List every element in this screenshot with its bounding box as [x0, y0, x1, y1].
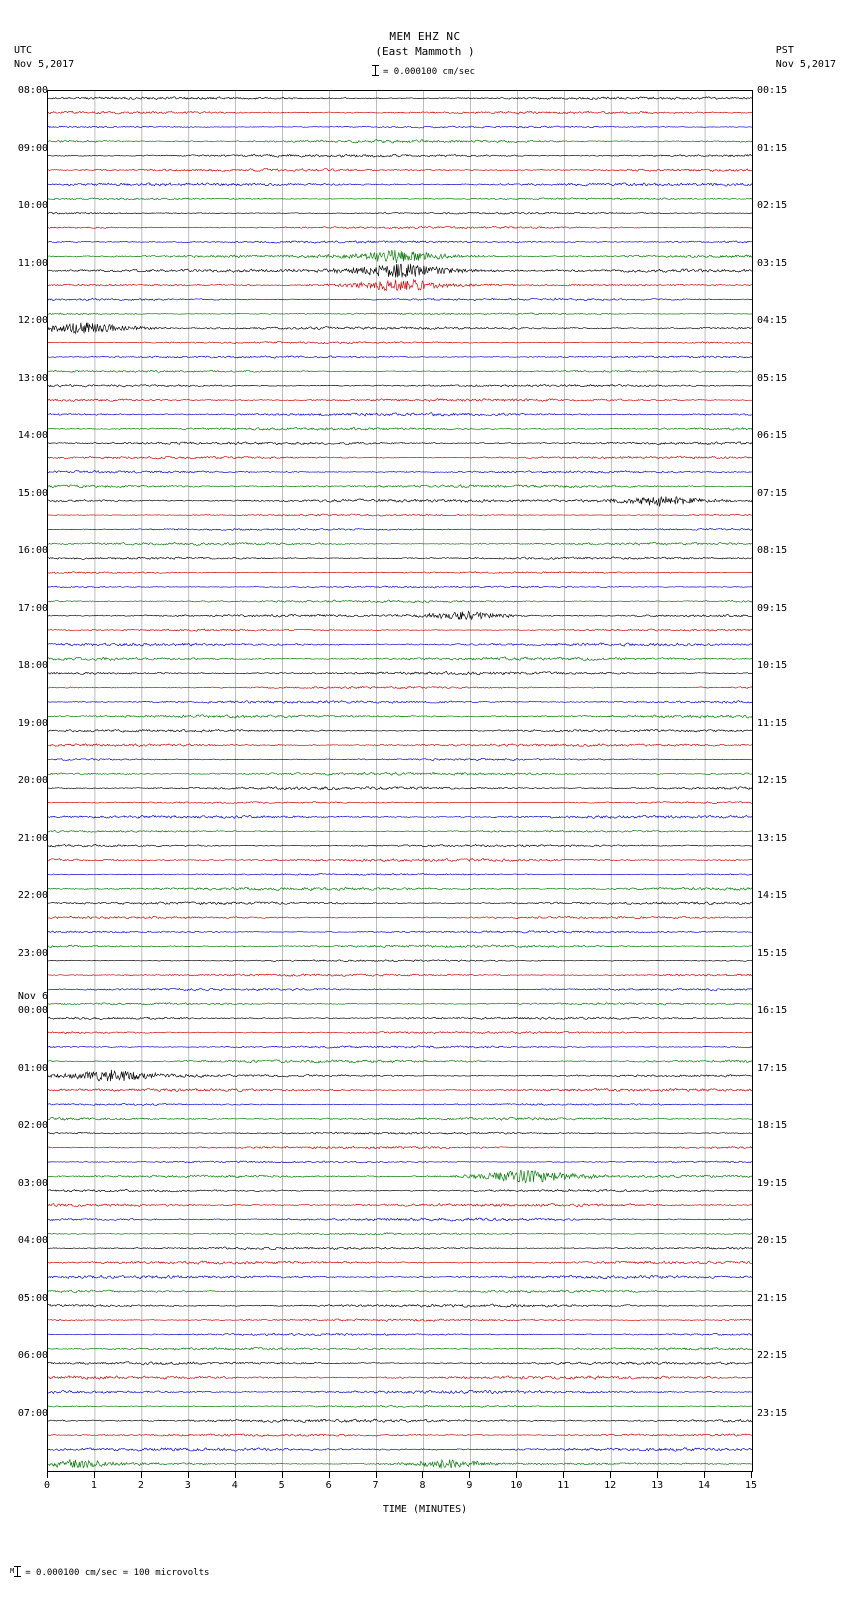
x-axis-tick-label: 6: [325, 1480, 332, 1491]
x-axis-tick: [657, 1472, 658, 1478]
x-axis-tick-label: 2: [137, 1480, 144, 1491]
seismic-trace: [48, 111, 752, 114]
seismic-trace: [48, 313, 752, 315]
footer-scale-prefix: M: [10, 1567, 15, 1575]
station-name: (East Mammoth ): [375, 45, 475, 58]
hour-label-pst: 04:15: [757, 315, 788, 326]
seismic-trace: [48, 1460, 752, 1469]
hour-label-pst: 06:15: [757, 430, 788, 441]
seismic-trace: [48, 1103, 752, 1105]
seismic-trace: [48, 629, 752, 631]
seismic-trace: [48, 1060, 752, 1063]
hour-label-pst: 15:15: [757, 947, 788, 959]
seismic-trace: [48, 1448, 752, 1452]
hour-label-utc: 04:00: [17, 1235, 48, 1246]
hour-label-utc: 20:00: [17, 775, 48, 786]
seismic-trace: [48, 844, 752, 847]
hour-label-pst: 22:15: [757, 1350, 788, 1361]
scale-annotation: [0, 65, 850, 77]
seismic-trace: [48, 988, 752, 991]
seismic-trace: [48, 902, 752, 905]
scale-bar-icon: [375, 65, 376, 76]
hour-label-utc: 22:00: [17, 890, 48, 901]
station-title: MEM EHZ NC: [389, 30, 461, 43]
seismic-trace: [48, 802, 752, 804]
seismic-trace: [48, 226, 752, 228]
hour-label-utc: 18:00: [17, 660, 48, 671]
x-axis-tick: [329, 1472, 330, 1478]
hour-label-pst: 03:15: [757, 257, 788, 269]
x-axis-tick: [422, 1472, 423, 1478]
seismic-trace: [48, 399, 752, 402]
footer-scale-bar-icon: [17, 1566, 18, 1577]
x-axis-tick-label: 7: [372, 1480, 379, 1491]
seismic-trace: [48, 497, 752, 507]
seismic-trace: [48, 787, 752, 790]
seismic-trace: [48, 1161, 752, 1163]
hour-label-pst: 21:15: [757, 1292, 788, 1304]
hour-label-pst: 13:15: [757, 832, 788, 844]
seismic-trace: [48, 758, 752, 760]
seismic-trace: [48, 514, 752, 516]
seismic-trace: [48, 859, 752, 862]
x-axis-tick-label: 12: [604, 1480, 617, 1491]
seismic-trace: [48, 385, 752, 388]
seismic-trace: [48, 370, 752, 372]
hour-label-pst: 23:15: [757, 1407, 788, 1419]
seismic-trace: [48, 264, 752, 278]
seismic-trace: [48, 97, 752, 100]
x-axis-tick-label: 0: [43, 1480, 51, 1491]
hour-label-pst: 11:15: [757, 717, 788, 729]
seismic-trace: [48, 1261, 752, 1264]
seismic-trace: [48, 1390, 752, 1394]
x-axis-tick-label: 9: [466, 1480, 473, 1491]
seismic-trace: [48, 341, 752, 343]
seismic-trace: [48, 744, 752, 747]
seismic-trace: [48, 830, 752, 832]
seismic-trace: [48, 974, 752, 977]
x-axis-tick-label: 3: [184, 1480, 191, 1491]
hour-label-pst: 08:15: [757, 545, 788, 556]
seismic-trace: [48, 887, 752, 891]
hour-label-pst: 10:15: [757, 660, 788, 671]
x-axis-tick-label: 13: [651, 1480, 664, 1491]
hour-label-utc: 01:00: [17, 1062, 48, 1074]
seismic-trace: [48, 323, 752, 334]
utc-corner: [14, 44, 74, 72]
x-axis-tick: [235, 1472, 236, 1478]
trace-canvas: [48, 91, 752, 1471]
utc-zone-label: UTC: [14, 45, 33, 56]
x-axis-tick: [469, 1472, 470, 1478]
seismic-trace: [48, 356, 752, 358]
seismic-trace: [48, 528, 752, 530]
seismic-trace: [48, 1233, 752, 1235]
seismic-trace: [48, 1405, 752, 1407]
seismic-trace: [48, 1170, 752, 1183]
seismic-trace: [48, 1003, 752, 1005]
seismic-trace: [48, 485, 752, 488]
x-axis: [43, 1472, 758, 1502]
seismic-trace: [48, 298, 752, 301]
x-axis-tick: [282, 1472, 283, 1478]
seismic-trace: [48, 1434, 752, 1437]
seismic-trace: [48, 169, 752, 172]
hour-label-utc: 10:00: [17, 200, 48, 211]
hour-label-utc: 08:00: [17, 85, 48, 96]
x-axis-tick: [563, 1472, 564, 1478]
seismic-trace: [48, 542, 752, 545]
x-axis-title: TIME (MINUTES): [382, 1504, 468, 1515]
seismic-trace: [48, 715, 752, 718]
x-axis-tick: [188, 1472, 189, 1478]
seismic-trace: [48, 154, 752, 157]
hour-label-pst: 17:15: [757, 1062, 788, 1074]
seismic-trace: [48, 687, 752, 689]
seismic-trace: [48, 183, 752, 186]
seismic-trace: [48, 1319, 752, 1322]
seismic-trace: [48, 1146, 752, 1149]
hour-label-pst: 00:15: [757, 85, 788, 96]
seismic-trace: [48, 126, 752, 128]
hour-label-utc: 13:00: [17, 372, 48, 384]
seismic-trace: [48, 1203, 752, 1207]
seismic-trace: [48, 471, 752, 474]
seismic-trace: [48, 1017, 752, 1020]
seismic-trace: [48, 643, 752, 646]
hour-label-utc: 00:00: [17, 1005, 48, 1016]
hour-label-pst: 01:15: [757, 142, 788, 154]
seismic-trace: [48, 586, 752, 588]
seismic-trace: [48, 672, 752, 675]
seismic-trace: [48, 1117, 752, 1120]
seismic-trace: [48, 1089, 752, 1092]
seismic-trace: [48, 1290, 752, 1293]
hour-label-utc: 16:00: [17, 545, 48, 556]
footer-scale: [10, 1566, 209, 1578]
x-axis-tick: [141, 1472, 142, 1478]
x-axis-tick: [610, 1472, 611, 1478]
hour-label-utc: 11:00: [17, 257, 48, 269]
hour-label-utc: 06:00: [17, 1350, 48, 1361]
pst-zone-label: PST: [775, 45, 794, 56]
hour-label-utc: 09:00: [17, 142, 48, 154]
seismic-trace: [48, 1247, 752, 1250]
seismic-trace: [48, 1032, 752, 1034]
hour-label-utc: 19:00: [17, 717, 48, 729]
x-axis-tick: [516, 1472, 517, 1478]
seismic-trace: [48, 945, 752, 948]
seismic-trace: [48, 1218, 752, 1221]
hour-label-utc: 21:00: [17, 832, 48, 844]
seismic-trace: [48, 1132, 752, 1134]
seismic-trace: [48, 557, 752, 560]
hour-label-pst: 12:15: [757, 775, 788, 786]
hour-label-utc: 05:00: [17, 1292, 48, 1304]
hour-label-pst: 07:15: [757, 487, 788, 499]
seismic-trace: [48, 1376, 752, 1380]
seismic-trace: [48, 1333, 752, 1335]
x-axis-tick-label: 1: [90, 1480, 97, 1491]
seismic-trace: [48, 427, 752, 430]
seismic-trace: [48, 456, 752, 459]
hour-label-pst: 09:15: [757, 602, 788, 614]
seismic-trace: [48, 280, 752, 291]
seismic-trace: [48, 931, 752, 933]
seismic-trace: [48, 1046, 752, 1049]
hour-label-utc: 03:00: [17, 1177, 48, 1189]
seismic-trace: [48, 1304, 752, 1307]
x-axis-tick: [751, 1472, 752, 1478]
seismic-trace: [48, 250, 752, 263]
hour-label-pst: 02:15: [757, 200, 788, 211]
hour-label-utc: 17:00: [17, 602, 48, 614]
seismic-trace: [48, 611, 752, 619]
x-axis-tick: [704, 1472, 705, 1478]
daybreak-label: Nov 6: [17, 991, 48, 1002]
seismic-trace: [48, 442, 752, 445]
pst-corner: [776, 44, 836, 72]
seismic-trace: [48, 1362, 752, 1365]
seismic-trace: [48, 1419, 752, 1423]
hour-label-utc: 15:00: [17, 487, 48, 499]
x-axis-tick-label: 11: [557, 1480, 570, 1491]
seismic-trace: [48, 701, 752, 704]
seismic-trace: [48, 873, 752, 875]
hour-label-pst: 14:15: [757, 890, 788, 901]
utc-date-label: Nov 5,2017: [14, 59, 75, 70]
x-axis-tick-label: 15: [744, 1480, 758, 1491]
seismic-trace: [48, 729, 752, 732]
seismic-trace: [48, 916, 752, 918]
x-axis-tick-label: 4: [231, 1480, 238, 1491]
seismic-trace: [48, 1347, 752, 1350]
x-axis-tick: [376, 1472, 377, 1478]
hour-label-pst: 18:15: [757, 1120, 788, 1131]
seismic-trace: [48, 1275, 752, 1279]
x-axis-tick: [94, 1472, 95, 1478]
hour-label-utc: 12:00: [17, 315, 48, 326]
seismic-trace: [48, 198, 752, 200]
seismic-trace: [48, 1070, 752, 1081]
x-axis-tick-label: 10: [510, 1480, 523, 1491]
pst-date-label: Nov 5,2017: [775, 59, 836, 70]
x-axis-tick-label: 8: [419, 1480, 426, 1491]
seismic-trace: [48, 815, 752, 818]
hour-label-pst: 19:15: [757, 1177, 788, 1189]
hour-label-pst: 20:15: [757, 1235, 788, 1246]
hour-label-utc: 23:00: [17, 947, 48, 959]
seismic-trace: [48, 600, 752, 603]
seismic-trace: [48, 241, 752, 244]
scale-annotation-text: = 0.000100 cm/sec: [382, 67, 476, 77]
seismic-trace: [48, 572, 752, 574]
footer-scale-text: = 0.000100 cm/sec = 100 microvolts: [25, 1568, 210, 1578]
x-axis-tick: [47, 1472, 48, 1478]
seismic-trace: [48, 212, 752, 214]
x-axis-tick-label: 5: [278, 1480, 285, 1491]
hour-label-utc: 14:00: [17, 430, 48, 441]
seismic-trace: [48, 413, 752, 416]
seismic-trace: [48, 140, 752, 144]
hour-label-utc: 02:00: [17, 1120, 48, 1131]
hour-label-utc: 07:00: [17, 1407, 48, 1419]
hour-label-pst: 16:15: [757, 1005, 788, 1016]
seismic-trace: [48, 960, 752, 962]
hour-label-pst: 05:15: [757, 372, 788, 384]
seismic-trace: [48, 772, 752, 775]
seismic-trace: [48, 1189, 752, 1192]
helicorder-plot: [47, 90, 753, 1472]
seismic-trace: [48, 657, 752, 661]
x-axis-tick-label: 14: [698, 1480, 711, 1491]
